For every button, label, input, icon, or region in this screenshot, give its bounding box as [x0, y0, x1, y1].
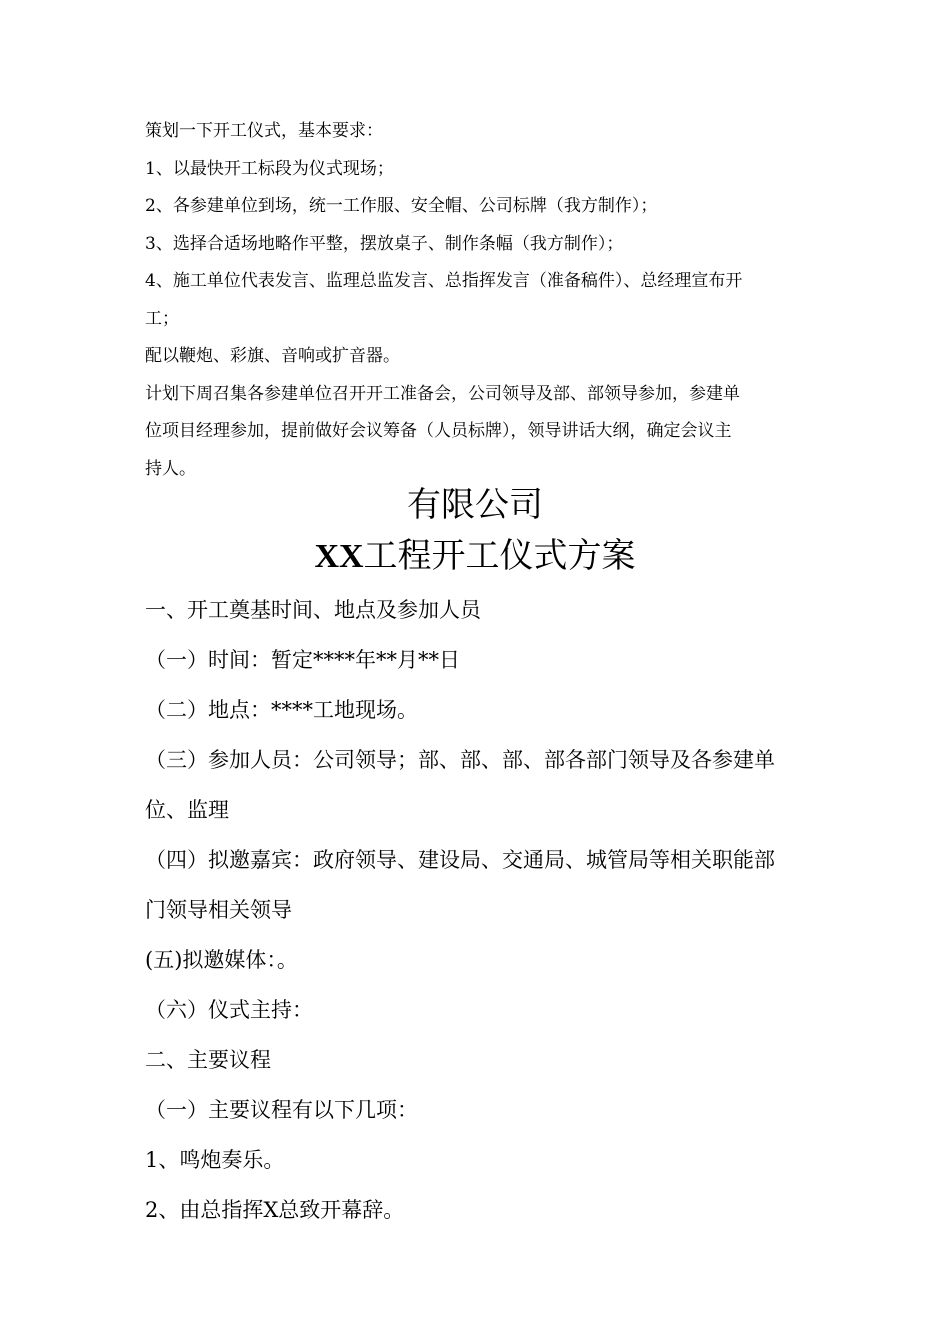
section-2-agenda-item-1: 1、鸣炮奏乐。	[145, 1148, 285, 1172]
intro-line-6: 配以鞭炮、彩旗、音响或扩音器。	[145, 346, 400, 366]
section-1-guests-b: 门领导相关领导	[145, 898, 292, 922]
title-main: 工程开工仪式方案	[363, 536, 636, 576]
section-1-host: （六）仪式主持：	[145, 998, 313, 1022]
section-1-heading: 一、开工奠基时间、地点及参加人员	[145, 598, 481, 622]
intro-line-7a: 计划下周召集各参建单位召开开工准备会，公司领导及部、部领导参加，参建单	[145, 384, 740, 404]
section-2-agenda-intro: （一）主要议程有以下几项：	[145, 1098, 418, 1122]
intro-line-7b: 位项目经理参加，提前做好会议筹备（人员标牌），领导讲话大纲，确定会议主	[145, 421, 732, 441]
section-2-agenda-item-2: 2、由总指挥X总致开幕辞。	[145, 1198, 405, 1222]
section-1-time: （一）时间：暂定****年**月**日	[145, 648, 460, 672]
title-prefix: XX	[314, 538, 364, 575]
intro-line-3: 2、各参建单位到场，统一工作服、安全帽、公司标牌（我方制作）；	[145, 196, 658, 216]
section-1-attendees-b: 位、监理	[145, 798, 229, 822]
intro-line-7c: 持人。	[145, 459, 196, 479]
section-1-location: （二）地点：****工地现场。	[145, 698, 418, 722]
company-title: 有限公司	[407, 485, 543, 525]
document-title	[0, 528, 950, 577]
intro-line-2: 1、以最快开工标段为仪式现场；	[145, 159, 394, 179]
intro-line-1: 策划一下开工仪式，基本要求：	[145, 121, 383, 141]
section-1-attendees-a: （三）参加人员：公司领导；部、部、部、部各部门领导及各参建单	[145, 748, 775, 772]
section-1-media: (五)拟邀媒体：。	[145, 948, 298, 972]
section-2-heading: 二、主要议程	[145, 1048, 271, 1072]
intro-line-5a: 4、施工单位代表发言、监理总监发言、总指挥发言（准备稿件）、总经理宣布开	[145, 271, 743, 291]
intro-line-4: 3、选择合适场地略作平整，摆放桌子、制作条幅（我方制作）；	[145, 234, 624, 254]
intro-line-5b: 工；	[145, 309, 179, 329]
section-1-guests-a: （四）拟邀嘉宾：政府领导、建设局、交通局、城管局等相关职能部	[145, 848, 775, 872]
